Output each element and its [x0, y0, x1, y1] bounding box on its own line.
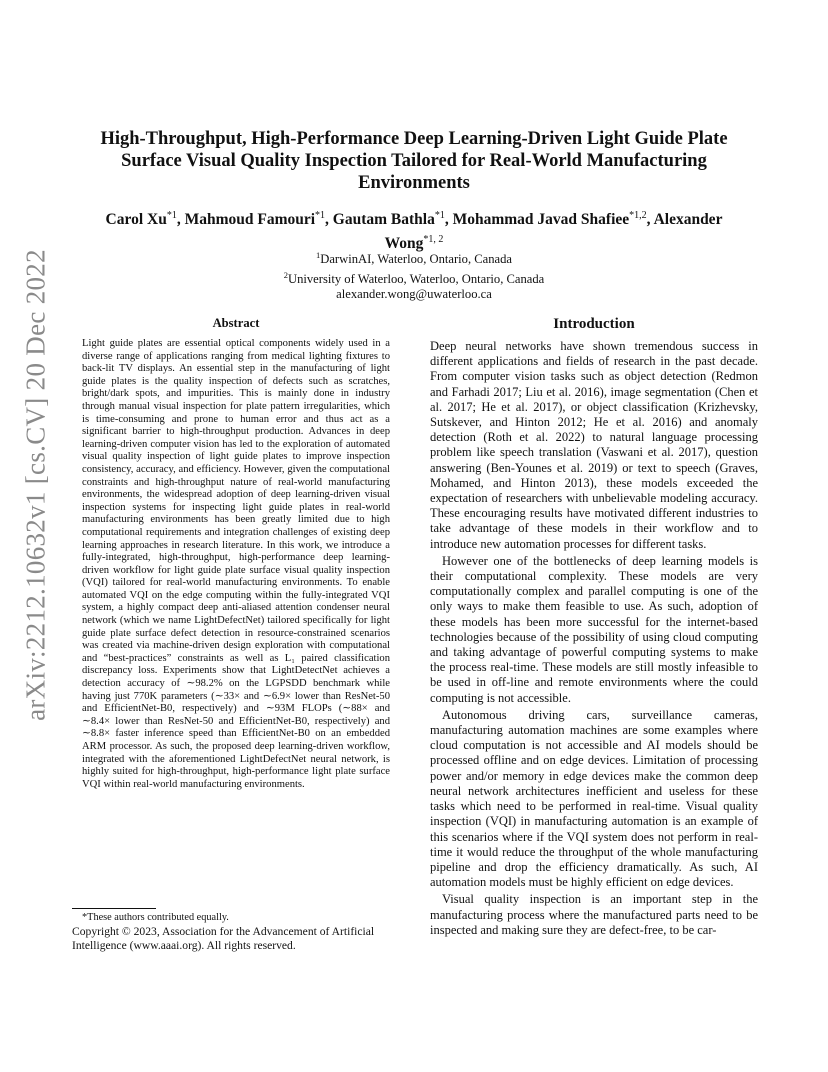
- copyright-notice: Copyright © 2023, Association for the Advancement of Artificial Intelligence (www.aaai.org). All rights reserved.: [72, 925, 375, 952]
- arxiv-identifier: arXiv:2212.10632v1 [cs.CV] 20 Dec 2022: [20, 249, 51, 721]
- introduction-heading: Introduction: [553, 316, 635, 332]
- introduction-paragraph: Visual quality inspection is an important step in the manufacturing process where the manufactured parts need to be inspected and making sure they are defect-free, to be car-: [430, 892, 758, 937]
- affiliations: [200, 248, 628, 303]
- paper-title: High-Throughput, High-Performance Deep Learning-Driven Light Guide Plate Surface Visual Quality Inspection Tailored for Real-World Manufacturing Environments: [100, 129, 728, 193]
- author: Mahmoud Famouri$^{*1}$,: [184, 210, 333, 229]
- footnote-rule: [72, 908, 156, 909]
- footnote-equal-contribution: *These authors contributed equally.: [82, 912, 229, 923]
- contact-email: alexander.wong@uwaterloo.ca: [336, 287, 492, 302]
- author: Carol Xu$^{*1}$,: [105, 210, 185, 229]
- introduction-paragraph: However one of the bottlenecks of deep learning models is their computational complexity. These models are very computationally complex and parallel computing is one of the only ways to make them feasible to use. As such, adoption of these models has been more successful for the internet-based technologies because of the possibility of using cloud computing and taking advantage of powerful computing systems to make the process real-time. These models are still mostly infeasible to be used in off-line and remote environments where the could computing is not accessible.: [430, 553, 758, 705]
- author: Gautam Bathla$^{*1}$,: [332, 210, 453, 229]
- introduction-paragraph: Autonomous driving cars, surveillance cameras, manufacturing automation machines are some examples where cloud computation is not accessible and AI models should be processed offline and on edge devices. Limitation of processing power and/or memory in edge devices make the common deep neural network architectures inefficient and useless for these tasks which need to be performed in real-time. Visual quality inspection (VQI) in manufacturing automation is an example of this scenarios where if the VQI system does not perform in real-time it would reduce the throughput of the whole manufacturing pipeline and drop the efficiency dramatically. As such, AI automation models must be highly efficient on edge devices.: [430, 707, 758, 890]
- abstract-section: [72, 316, 400, 791]
- affiliation: $^1$DarwinAI, Waterloo, Ontario, Canada: [315, 250, 513, 267]
- arxiv-sidebar-stamp: [14, 249, 58, 721]
- introduction-section: [430, 316, 758, 938]
- author: Alexander Wong$^{*1, 2}$: [384, 211, 723, 253]
- author: Mohammad Javad Shafiee$^{*1,2}$,: [452, 210, 654, 229]
- footnote-area: [72, 908, 400, 953]
- affiliation: $^2$University of Waterloo, Waterloo, Ontario, Canada: [283, 269, 545, 286]
- introduction-paragraph: Deep neural networks have shown tremendous success in different applications and fields of research in the past decade. From computer vision tasks such as object detection (Redmon and Farhadi 2017; Liu et al. 2016), image segmentation (Chen et al. 2017; He et al. 2017), or object classification (Krizhevsky, Sutskever, and Hinton 2012; He et al. 2016) and anomaly detection (Roth et al. 2022) to natural language processing problem like speech translation (Vaswani et al. 2017), question answering (Ben-Younes et al. 2019) or text to speech (Graves, Mohamed, and Hinton 2013), these models exceeded the expectation of researchers with unbelievable modeling accuracy. These encouraging results have motivated different industries to take advantage of these models in their workflow and to introduce new automation processes for different tasks.: [430, 339, 758, 551]
- abstract-text: Light guide plates are essential optical components widely used in a diverse range of applications ranging from medical lighting fixtures to back-lit TV displays. An essential step in the manufacturing of light guide plates is the quality inspection of defects such as scratches, bright/dark spots, and impurities. This is mainly done in industry through manual visual inspection for plate pattern irregularities, which is time-consuming and prone to human error and thus act as a significant barrier to high-throughput production. Advances in deep learning-driven computer vision has led to the exploration of automated visual quality inspection of light guide plates to improve inspection consistency, accuracy, and efficiency. However, given the computational constraints and high-throughput nature of real-world manufacturing environments, the widespread adoption of deep learning-driven visual inspection systems for inspecting light guide plates in real-world manufacturing environments has been greatly limited due to high computational requirements and integration challenges of existing deep learning approaches in research literature. In this work, we introduce a fully-integrated, high-throughput, high-performance deep learning-driven workflow for light guide plate surface visual quality inspection (VQI) tailored for real-world manufacturing environments. To enable automated VQI on the edge computing within the fully-integrated VQI system, a highly compact deep anti-aliased attention condenser neural network (which we name LightDefectNet) tailored specifically for light guide plate surface defect detection in resource-constrained scenarios was created via machine-driven design exploration with computational and “best-practices” constraints as well as L₁ paired classification discrepancy loss. Experiments show that LightDetectNet achieves a detection accuracy of ∼98.2% on the LGPSDD benchmark while having just 770K parameters (∼33× and ∼6.9× lower than ResNet-50 and EfficientNet-B0, respectively) and ∼93M FLOPs (∼88× and ∼8.4× lower than ResNet-50 and EfficientNet-B0, respectively) and ∼8.8× faster inference speed than EfficientNet-B0 on an embedded ARM processor. As such, the proposed deep learning-driven workflow, integrated with the aforementioned LightDefectNet neural network, is highly suited for high-throughput, high-performance light plate surface VQI within real-world manufacturing environments.: [82, 338, 390, 790]
- abstract-heading: Abstract: [212, 316, 260, 330]
